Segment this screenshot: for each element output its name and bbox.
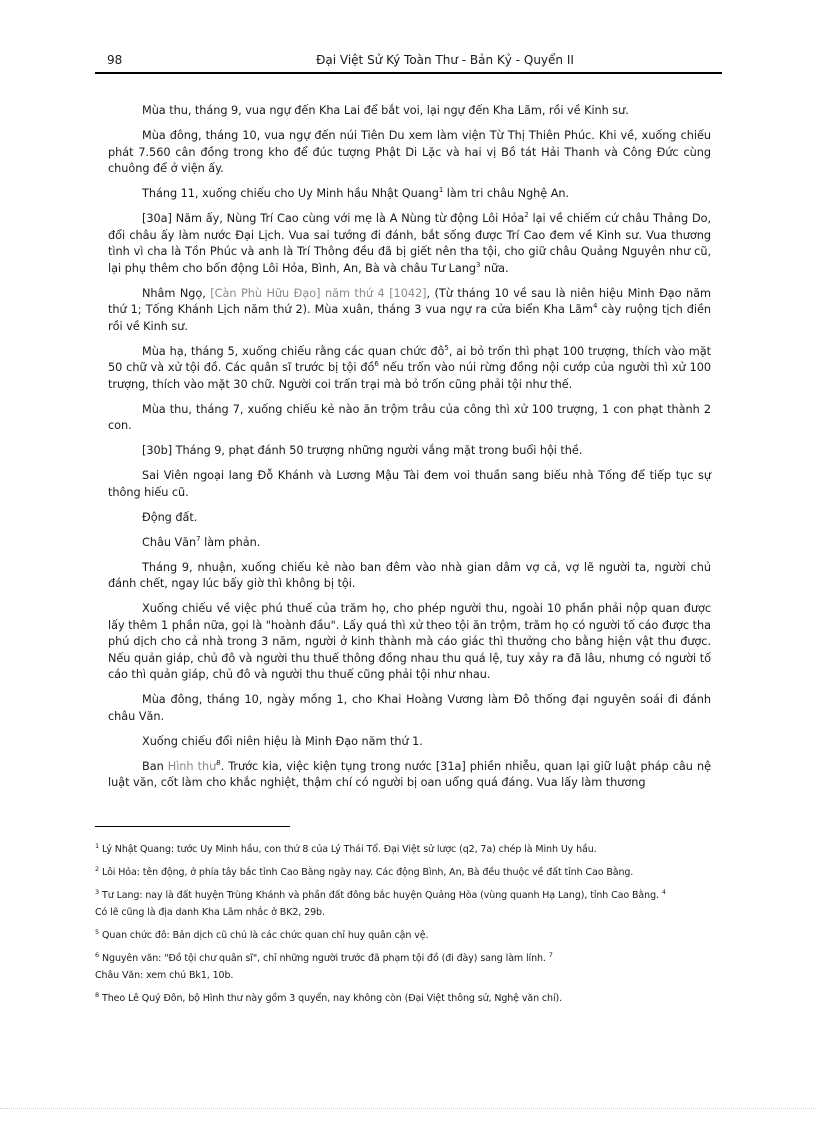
paragraph [108,186,711,203]
text-run: Mùa hạ, tháng 5, xuống chiếu rằng các quan chức đô [142,344,445,358]
paragraph [108,535,711,552]
footnote-text: Châu Văn: xem chú Bk1, 10b. [95,970,234,981]
footnote-item [95,843,715,856]
footnotes [95,843,715,1015]
footnote-ref[interactable]: 1 [438,186,444,195]
text-run: Ban [142,759,168,773]
footnote-ref[interactable]: 2 [524,211,529,220]
footnote-number: 7 [548,950,553,959]
body-text [108,103,711,800]
text-run: Châu Văn [142,535,197,549]
footnote-number: 4 [661,887,666,896]
paragraph: [30b] Tháng 9, phạt đánh 50 trượng những người vắng mặt trong buổi hội thề. [142,444,583,457]
footnote-ref[interactable]: 5 [444,343,449,352]
text-run: Tháng 11, xuống chiếu cho Uy Minh hầu Nhật Quang [142,187,439,200]
hinh-thu-term: Hình thư [167,759,217,773]
page-header [95,50,722,74]
footnote-item [95,952,715,965]
paragraph [108,286,711,336]
text-run: nếu trốn vào núi rừng đồng nội cướp của người thì xử 100 trượng, thích vào mặt 30 chữ. Người coi trấn trại mà bỏ trốn cũng phải tội như thế. [108,361,711,391]
text-run: Nhâm Ngọ, [142,286,211,300]
footnote-item [95,969,715,982]
text-run: lại về chiếm cứ châu Thảng Do, đổi châu ấy làm nước Đại Lịch. Vua sai tướng đi đánh, bắt sống được Trí Cao đem về Kinh sư. Vua thương tình vì cha là Tồn Phúc và anh là Trí Thông đều đã bị giết nên tha tội, cho giữ châu Quảng Nguyên như cũ, lại phụ thêm cho bốn động Lôi Hỏa, Bình, An, Bà và châu Tư Lang [108,212,712,275]
paragraph: Mùa thu, tháng 7, xuống chiếu kẻ nào ăn trộm trâu của công thì xử 100 trượng, 1 con phạt thành 2 con. [108,402,711,432]
paragraph: Mùa đông, tháng 10, ngày mồng 1, cho Khai Hoàng Vương làm Đô thống đại nguyên soái đi đánh châu Văn. [108,693,711,723]
footnote-ref[interactable]: 3 [475,260,481,269]
footnote-text: Theo Lê Quý Đôn, bộ Hình thư này gồm 3 quyển, nay không còn (Đại Việt thông sử, Nghệ văn chí). [102,993,563,1004]
footnote-item [95,906,715,919]
text-run: [30a] Năm ấy, Nùng Trí Cao cùng với mẹ là A Nùng từ động Lôi Hỏa [142,212,525,225]
footnote-ref[interactable]: 4 [592,302,598,311]
footnote-text: Nguyên văn: "Đồ tội chư quân sĩ", chỉ những người trước đã phạm tội đồ (đi đày) sang làm lính. [102,953,546,964]
page-number: 98 [107,53,123,67]
footnote-ref[interactable]: 6 [374,360,379,369]
text-run: , (Từ tháng 10 về sau là niên hiệu Minh Đạo năm thứ 1; Tống Khánh Lịch năm thứ 2). Mùa xuân, tháng 3 vua ngự ra cửa biển Kha Lãm [108,286,711,316]
paragraph: Mùa đông, tháng 10, vua ngự đến núi Tiên Du xem làm viện Từ Thị Thiên Phúc. Khi về, xuống chiếu phát 7.560 cân đồng trong kho để đúc tượng Phật Di Lặc và hai vị Bồ tát Hải Thanh và Công Đức cùng chuông để ở viện ấy. [108,129,711,175]
paragraph: Xuống chiếu đổi niên hiệu là Minh Đạo năm thứ 1. [142,734,423,748]
footnote-item [95,929,715,942]
page-edge-divider [0,1108,816,1109]
running-title: Đại Việt Sử Ký Toàn Thư - Bản Kỷ - Quyển II [316,53,574,67]
footnote-number: 3 [95,887,100,896]
footnote-number: 8 [95,990,100,999]
text-run: , ai bỏ trốn thì phạt 100 trượng, thích vào mặt 50 chữ và xử tội đồ. Các quân sĩ trước bị tội đồ [108,344,711,374]
footnote-item [95,992,715,1005]
text-run: cày ruộng tịch điền rồi về Kinh sư. [108,303,712,333]
footnote-item [95,866,715,879]
text-run: làm tri châu Nghệ An. [443,187,570,200]
reign-reference: [Càn Phù Hữu Đạo] năm thứ 4 [1042] [210,286,427,300]
footnote-number: 5 [95,927,100,936]
paragraph: Động đất. [142,510,198,524]
footnote-text: Quan chức đô: Bản dịch cũ chú là các chức quan chỉ huy quân cận vệ. [102,930,429,941]
footnote-number: 1 [95,841,100,850]
footnote-text: Lý Nhật Quang: tước Uy Minh hầu, con thứ 8 của Lý Thái Tổ. Đại Việt sử lược (q2, 7a) chép là Minh Uy hầu. [102,844,597,855]
paragraph: Sai Viên ngoại lang Đỗ Khánh và Lương Mậu Tài đem voi thuần sang biếu nhà Tống để tiếp tục sự thông hiếu cũ. [108,469,711,499]
footnote-text: Có lẽ cũng là địa danh Kha Lãm nhắc ở BK2, 29b. [95,907,325,918]
text-run: nữa. [480,261,509,275]
text-run: . Trước kia, việc kiện tụng trong nước [31a] phiền nhiễu, quan lại giữ luật pháp câu nệ luật văn, cốt làm cho khắc nghiệt, thậm chí có người bị oan uổng quá đáng. Vua lấy làm thương [108,759,711,789]
paragraph [108,344,711,394]
footnote-number: 6 [95,950,100,959]
footnote-text: Tư Lang: nay là đất huyện Trùng Khánh và phần đất đông bắc huyện Quảng Hòa (vùng quanh Hạ Lang), tỉnh Cao Bằng. [102,890,659,901]
paragraph: Xuống chiếu về việc phú thuế của trăm họ, cho phép người thu, ngoài 10 phần phải nộp quan được lấy thêm 1 phần nữa, gọi là "hoành đầu". Lấy quá thì xử theo tội ăn trộm, trăm họ có người tố cáo được tha phú dịch cho cả nhà trong 3 năm, người ở kinh thành mà cáo giác thì thưởng cho bằng hiện vật thu được. Nếu quản giáp, chủ đô và người thu thuế thông đồng nhau thu quá lệ, tuy xảy ra đã lâu, nhưng có người tố cáo thì quản giáp, chủ đô và người thu thuế cũng phải tội như nhau. [108,602,711,681]
paragraph [108,211,711,277]
footnote-item [95,889,715,902]
footnote-ref[interactable]: 7 [196,534,201,543]
footnote-separator [95,826,290,827]
footnote-text: Lôi Hỏa: tên động, ở phía tây bắc tỉnh Cao Bằng ngày nay. Các động Bình, An, Bà đều thuộc về đất tỉnh Cao Bằng. [102,867,634,878]
text-run: làm phản. [200,535,261,549]
footnote-ref[interactable]: 8 [216,758,221,767]
footnote-number: 2 [95,864,100,873]
paragraph: Tháng 9, nhuận, xuống chiếu kẻ nào ban đêm vào nhà gian dâm vợ cả, vợ lẽ người ta, người chủ đánh chết, ngay lúc bấy giờ thì không bị tội. [108,560,711,590]
paragraph: Mùa thu, tháng 9, vua ngự đến Kha Lai để bắt voi, lại ngự đến Kha Lãm, rồi về Kinh sư. [142,104,629,117]
paragraph [108,759,711,792]
